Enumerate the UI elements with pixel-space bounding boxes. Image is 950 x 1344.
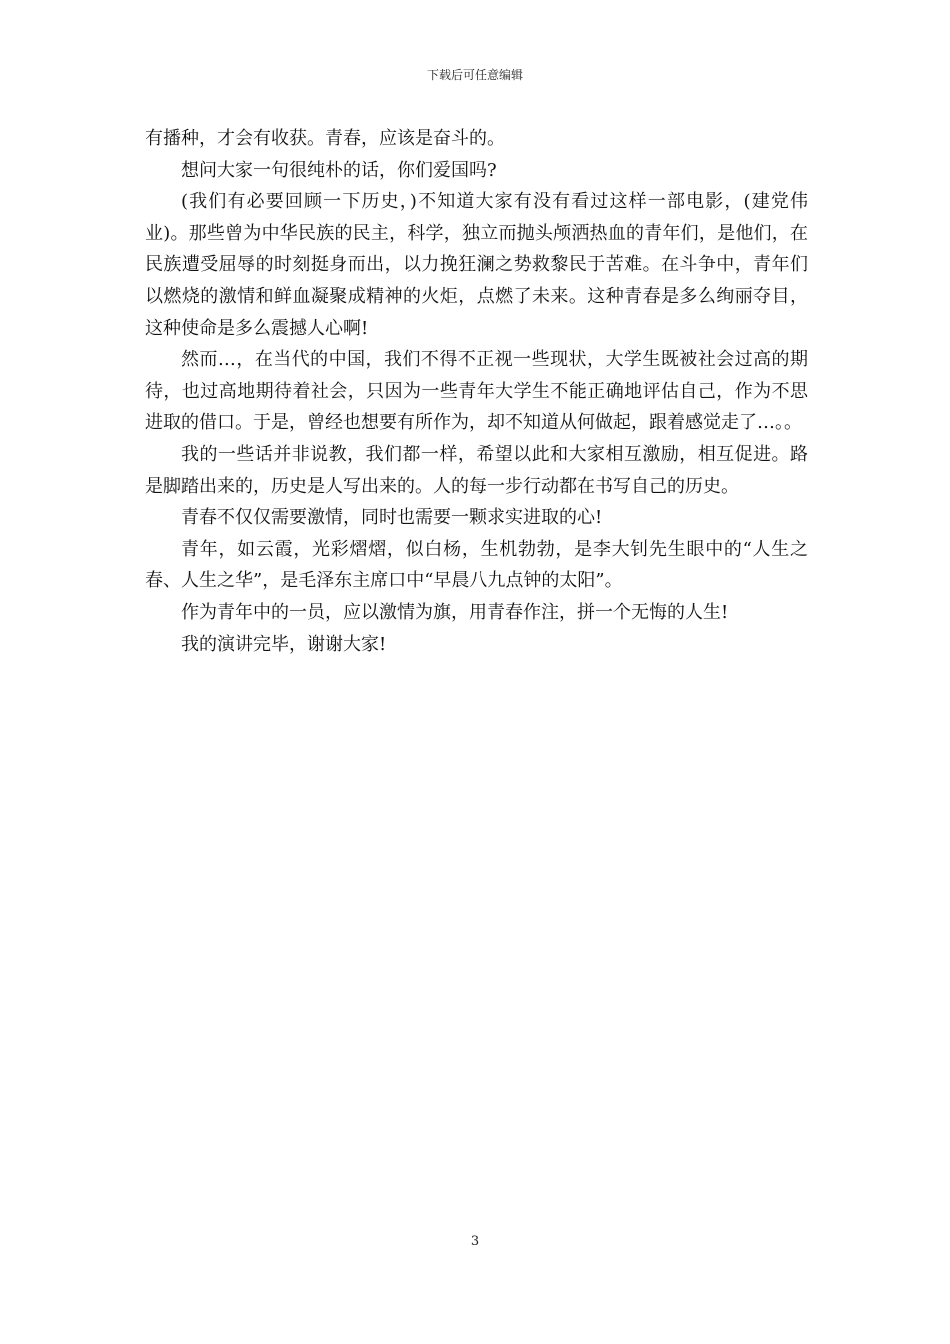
document-body	[145, 123, 808, 660]
paragraph-3: (我们有必要回顾一下历史，)不知道大家有没有看过这样一部电影，(建党伟业)。那些曾为中华民族的民主，科学，独立而抛头颅洒热血的青年们，是他们，在民族遭受屈辱的时刻挺身而出，以力挽狂澜之势救黎民于苦难。在斗争中，青年们以燃烧的激情和鲜血凝聚成精神的火炬，点燃了未来。这种青春是多么绚丽夺目，这种使命是多么震撼人心啊!	[145, 191, 808, 339]
paragraph-5: 我的一些话并非说教，我们都一样，希望以此和大家相互激励，相互促进。路是脚踏出来的，历史是人写出来的。人的每一步行动都在书写自己的历史。	[145, 443, 808, 497]
paragraph-2: 想问大家一句很纯朴的话，你们爱国吗?	[181, 159, 497, 181]
paragraph-7: 青年，如云霞，光彩熠熠，似白杨，生机勃勃，是李大钊先生眼中的“人生之春、人生之华”，是毛泽东主席口中“早晨八九点钟的太阳”。	[145, 538, 808, 592]
paragraph-8: 作为青年中的一员，应以激情为旗，用青春作注，拼一个无悔的人生!	[181, 601, 729, 623]
paragraph-1: 有播种，才会有收获。青春，应该是奋斗的。	[145, 128, 505, 149]
paragraph-6: 青春不仅仅需要激情，同时也需要一颗求实进取的心!	[181, 507, 603, 529]
page-number: 3	[470, 1234, 480, 1249]
paragraph-4: 然而…，在当代的中国，我们不得不正视一些现状，大学生既被社会过高的期待，也过高地期待着社会，只因为一些青年大学生不能正确地评估自己，作为不思进取的借口。于是，曾经也想要有所作为，却不知道从何做起，跟着感觉走了…。。	[145, 349, 808, 434]
page-header: 下载后可任意编辑	[426, 68, 523, 82]
paragraph-9: 我的演讲完毕，谢谢大家!	[181, 633, 387, 655]
